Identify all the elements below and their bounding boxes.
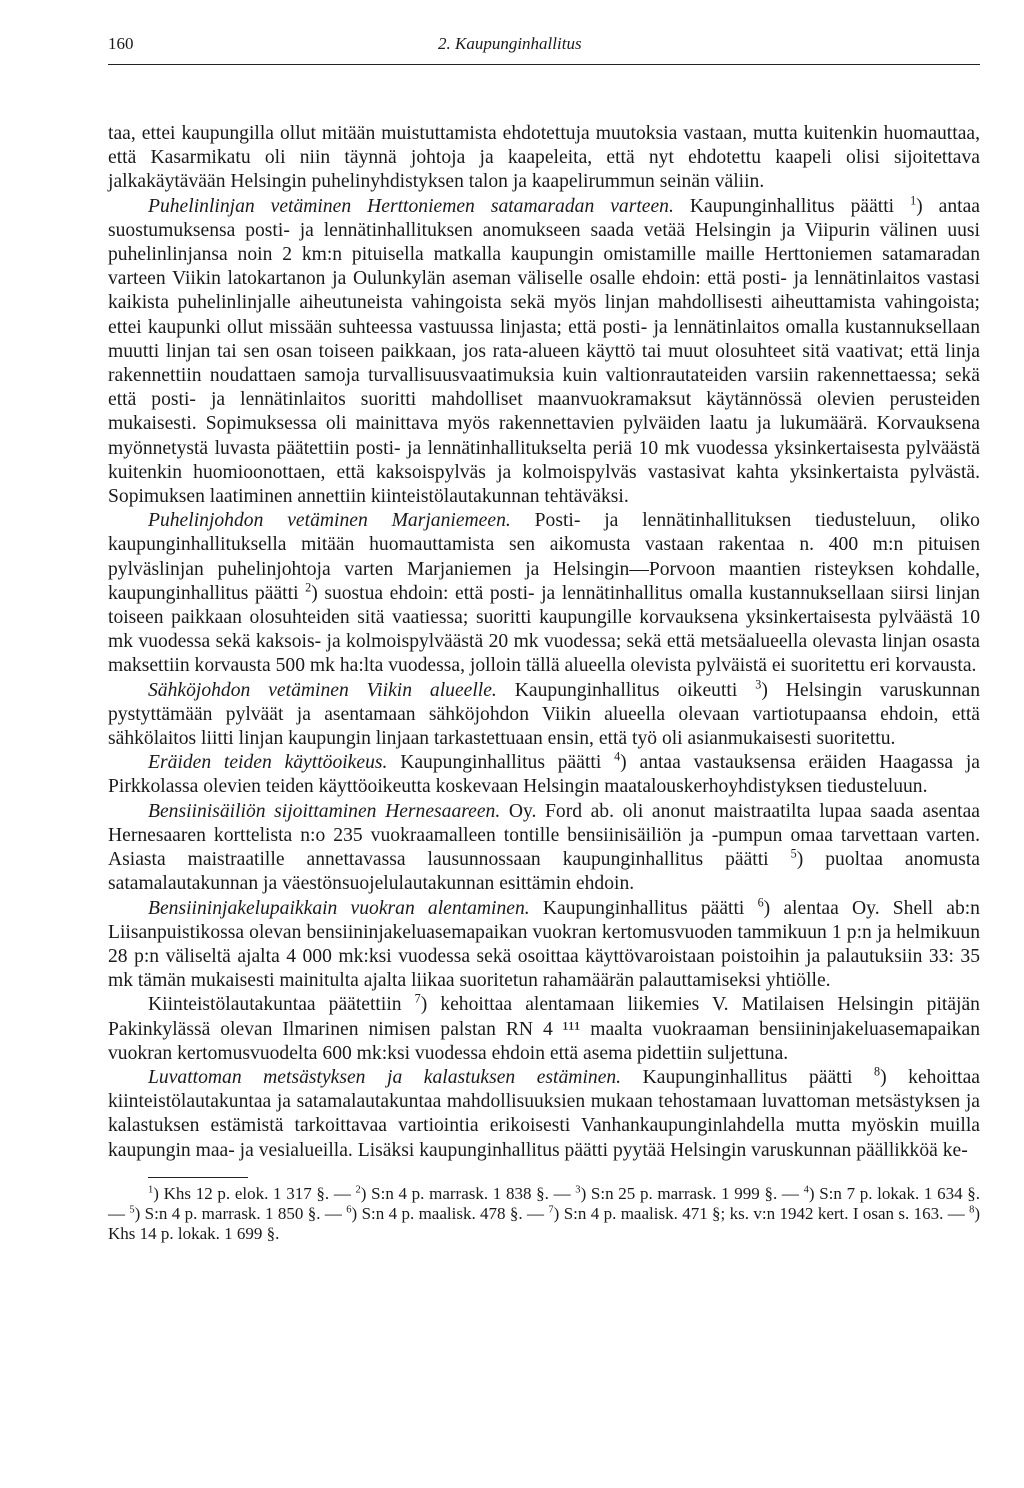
footnote-ref: 7 xyxy=(414,991,421,1006)
header-rule xyxy=(108,64,980,65)
section-heading: Eräiden teiden käyttöoikeus. xyxy=(148,752,388,774)
paragraph-text: Posti- ja lennätinhallituksen tiedusteluun, oliko kaupunginhallituksella mitään huomauttamista sen aikomusta vastaan rakentaa n. 400 m:n pituisen pylväslinjan puhelinjohtoja varten Marjaniemen ja Helsingin—Porvoon maantien risteyksen kohdalle, kaupunginhallitus päätti xyxy=(108,510,980,604)
paragraph-text: taa, ettei kaupungilla ollut mitään muistuttamista ehdotettuja muutoksia vastaan, mutta kuitenkin huomauttaa, että Kasarmikatu oli niin täynnä johtoja ja kaapeleita, että nyt ehdotettu kaapeli olisi sijoitettava jalkakäytävään Helsingin puhelinyhdistyksen talon ja kaapelirummun seinän väliin. xyxy=(108,123,980,193)
footnote-text: S:n 4 p. maalisk. 478 §. — xyxy=(361,1203,545,1223)
footnote-number: 2 xyxy=(355,1184,361,1196)
footnote-text: S:n 7 p. lokak. 1 634 §. — xyxy=(108,1183,981,1223)
footnote-text: S:n 4 p. marrask. 1 838 §. — xyxy=(371,1183,571,1203)
paragraph-text-cont: kehoittaa kiinteistölautakuntaa ja satamalautakuntaa mahdollisuuksien mukaan tehostamaan luvattoman metsästyksen ja kalastuksen estämistä tarkoittavaa vartiointia erikoisesti Vanhankaupunginlahdella mutta myöskin muilla kaupungin maa- ja vesialueilla. Lisäksi kaupunginhallitus päätti pyytää Helsingin varuskunnan päällikköä ke- xyxy=(108,1066,980,1161)
section-heading: Sähköjohdon vetäminen Viikin alueelle. xyxy=(148,679,497,701)
section-heading: Bensiininjakelupaikkain vuokran alentaminen. xyxy=(148,897,530,919)
paragraph-text-cont: suostua ehdoin: että posti- ja lennätinhallitus omalla kustannuksellaan siirsi linjan toiseen paikkaan olosuhteiden sitä vaatiessa; suoritti kaupungille korvauksena yksinkertaisesta pylväästä 10 mk vuodessa sekä kaksois- ja kolmoispylväästä 20 mk vuodessa; sekä että metsäalueella olevasta linjan osasta maksettiin korvausta 500 mk ha:lta vuodessa, jolloin tällä alueella olevista pylväistä ei suoritettu eri korvausta. xyxy=(108,582,980,677)
paragraph: Puhelinlinjan vetäminen Herttoniemen satamaradan varteen. Kaupunginhallitus päätti $^1$) antaa suostumuksensa posti- ja lennätinhallituksen anomukseen saada vetää Helsingin ja Viipurin välinen uusi puhelinlinjansa noin 2 km:n pituisella matkalla kaupungin omistamille maille Herttoniemen satamaradan varteen Viikin latokartanon ja Oulunkylän aseman väliselle osalle ehdoin: että posti- ja lennätinlaitos vastasi kaikista puhelinlinjalle aiheutuneista vahingoista sekä myös linjan mahdollisesti aiheuttamista vahingoista; ettei kaupunki ollut missään suhteessa vastuussa linjasta; että posti- ja lennätinlaitos omalla kustannuksellaan muutti linjan tai sen osan toiseen paikkaan, jos rata-alueen käyttö tai muut olosuhteet sitä vaativat; että linja rakennettiin noudattaen samoja turvallisuusvaatimuksia kuin valtionrautateiden varsiin rakennettaessa; sekä että posti- ja lennätinlaitos suoritti mahdolliset maanvuokramaksut käytännössä olevien perusteiden mukaisesti. Sopimuksessa oli mainittava myös rakennettavien pylväiden laatu ja lukumäärä. Korvauksena myönnetystä luvasta päätettiin posti- ja lennätinhallitukselta periä 10 mk vuodessa yksinkertaisesta pylväästä kuitenkin huomioonottaen, että kaksoispylväs ja kolmoispylväs vastasivat kahta yksinkertaista pylvästä. Sopimuksen laatiminen annettiin kiinteistölautakunnan tehtäväksi. xyxy=(108,193,980,508)
paragraph xyxy=(108,122,980,195)
section-heading: Luvattoman metsästyksen ja kalastuksen estäminen. xyxy=(148,1066,622,1088)
footnote-text: Khs 12 p. elok. 1 317 §. — xyxy=(163,1183,351,1203)
footnote-ref: 8 xyxy=(874,1064,881,1079)
footnote-ref: 1 xyxy=(910,193,917,208)
paragraph-text: Kaupunginhallitus päätti xyxy=(400,752,602,774)
footnote-number: 7 xyxy=(548,1204,554,1216)
footnotes xyxy=(108,1184,980,1244)
document-page xyxy=(108,34,980,1244)
footnote-number: 1 xyxy=(148,1184,154,1196)
paragraph-text-cont: antaa vastauksensa eräiden Haagassa ja Pirkkolassa olevien teiden käyttöoikeutta koskevaan Helsingin maatalouskerhoyhdistyksen tiedusteluun. xyxy=(108,752,981,798)
paragraph-text: Oy. Ford ab. oli anonut maistraatilta lupaa saada asentaa Hernesaaren korttelista n:o 235 vuokraamalleen tontille bensiinisäiliön ja -pumpun omaa tarvettaan varten. Asiasta maistraatille annettavassa lausunnossaan kaupunginhallitus päätti xyxy=(108,800,980,871)
paragraph-text-cont: kehoittaa alentamaan liikemies V. Matilaisen Helsingin pitäjän Pakinkylässä olevan Ilmarinen nimisen palstan RN 4 ¹¹¹ maalta vuokraaman bensiininjakeluasemapaikan vuokran kertomusvuodelta 600 mk:ksi vuodessa ehdoin että asema pidettiin suljettuna. xyxy=(108,994,980,1064)
footnote-ref: 5 xyxy=(790,846,797,861)
paragraph: Bensiininjakelupaikkain vuokran alentaminen. Kaupunginhallitus päätti $^6$) alentaa Oy. Shell ab:n Liisanpuistikossa olevan bensiininjakeluasemapaikan vuokran kertomusvuoden tammikuun 1 p:n ja helmikuun 28 p:n väliseltä ajalta 4 000 mk:ksi vuodessa sekä osoittaa käyttövaroistaan poistoihin ja palautuksiin 33: 35 mk tämän mukaisesti mainitulta ajalta liikaa suoritetun rahamäärän palauttamiseksi yhtiölle. xyxy=(108,894,980,992)
footnote-block: $^1$) Khs 12 p. elok. 1 317 §. — $^2$) S:n 4 p. marrask. 1 838 §. — $^3$) S:n 25 p. marrask. 1 999 §. — $^4$) S:n 7 p. lokak. 1 634 §. — $^5$) S:n 4 p. marrask. 1 850 §. — $^6$) S:n 4 p. maalisk. 478 §. — $^7$) S:n 4 p. maalisk. 471 §; ks. v:n 1942 kert. I osan s. 163. — $^8$) Khs 14 p. lokak. 1 699 §. xyxy=(108,1183,981,1243)
running-title: 2. Kaupunginhallitus xyxy=(438,34,582,53)
footnote-number: 3 xyxy=(575,1184,581,1196)
body-text xyxy=(108,122,980,1163)
paragraph: Kiinteistölautakuntaa päätettiin $^7$) kehoittaa alentamaan liikemies V. Matilaisen Helsingin pitäjän Pakinkylässä olevan Ilmarinen nimisen palstan RN 4 ¹¹¹ maalta vuokraaman bensiininjakeluasemapaikan vuokran kertomusvuodelta 600 mk:ksi vuodessa ehdoin että asema pidettiin suljettuna. xyxy=(108,991,980,1064)
footnote-text: S:n 25 p. marrask. 1 999 §. — xyxy=(590,1183,799,1203)
footnote-number: 4 xyxy=(803,1184,809,1196)
footnote-rule xyxy=(148,1177,248,1178)
footnote-ref: 3 xyxy=(755,677,762,692)
paragraph-text: Kiinteistölautakuntaa päätettiin xyxy=(148,994,402,1016)
paragraph: Sähköjohdon vetäminen Viikin alueelle. Kaupunginhallitus oikeutti $^3$) Helsingin varuskunnan pystyttämään pylväät ja asentamaan sähköjohdon Viikin alueella olevaan vartiotupaansa ehdoin, että sähkölaitos liitti linjan kaupungin linjaan tarkastettuaan ensin, että työ oli asianmukaisesti suoritettu. xyxy=(108,677,980,750)
paragraph-text-cont: Helsingin varuskunnan pystyttämään pylväät ja asentamaan sähköjohdon Viikin alueella olevaan vartiotupaansa ehdoin, että sähkölaitos liitti linjan kaupungin linjaan tarkastettuaan ensin, että työ oli asianmukaisesti suoritettu. xyxy=(108,679,980,750)
footnote-ref: 2 xyxy=(305,580,312,595)
paragraph-text: Kaupunginhallitus päätti xyxy=(689,195,895,217)
paragraph-text: Kaupunginhallitus oikeutti xyxy=(514,679,738,701)
section-heading: Bensiinisäiliön sijoittaminen Hernesaareen. xyxy=(148,800,501,822)
paragraph-text: Kaupunginhallitus päätti xyxy=(542,897,745,919)
footnote-number: 6 xyxy=(346,1204,352,1216)
footnote-number: 5 xyxy=(129,1204,135,1216)
footnote-ref: 4 xyxy=(614,749,621,764)
footnote-text: S:n 4 p. marrask. 1 850 §. — xyxy=(144,1203,342,1223)
section-heading: Puhelinlinjan vetäminen Herttoniemen satamaradan varteen. xyxy=(148,195,674,217)
footnote-text: S:n 4 p. maalisk. 471 §; ks. v:n 1942 kert. I osan s. 163. — xyxy=(563,1203,965,1223)
paragraph: Luvattoman metsästyksen ja kalastuksen estäminen. Kaupunginhallitus päätti $^8$) kehoittaa kiinteistölautakuntaa ja satamalautakuntaa mahdollisuuksien mukaan tehostamaan luvattoman metsästyksen ja kalastuksen estämistä tarkoittavaa vartiointia erikoisesti Vanhankaupunginlahdella mutta myöskin muilla kaupungin maa- ja vesialueilla. Lisäksi kaupunginhallitus päätti pyytää Helsingin varuskunnan päällikköä ke- xyxy=(108,1064,980,1161)
paragraph-text-cont: puoltaa anomusta satamalautakunnan ja väestönsuojelulautakunnan esittämin ehdoin. xyxy=(108,849,980,895)
paragraph: Eräiden teiden käyttöoikeus. Kaupunginhallitus päätti $^4$) antaa vastauksensa eräiden Haagassa ja Pirkkolassa olevien teiden käyttöoikeutta koskevaan Helsingin maatalouskerhoyhdistyksen tiedusteluun. xyxy=(108,749,981,798)
paragraph-text-cont: alentaa Oy. Shell ab:n Liisanpuistikossa olevan bensiininjakeluasemapaikan vuokran kertomusvuoden tammikuun 1 p:n ja helmikuun 28 p:n väliseltä ajalta 4 000 mk:ksi vuodessa sekä osoittaa käyttövaroistaan poistoihin ja palautuksiin 33: 35 mk tämän mukaisesti mainitulta ajalta liikaa suoritetun rahamäärän palauttamiseksi yhtiölle. xyxy=(108,897,980,992)
footnote-ref: 6 xyxy=(757,894,764,909)
paragraph-text: Kaupunginhallitus päätti xyxy=(642,1066,853,1088)
paragraph: Puhelinjohdon vetäminen Marjaniemeen. Posti- ja lennätinhallituksen tiedusteluun, oliko kaupunginhallituksella mitään huomauttamista sen aikomusta vastaan rakentaa n. 400 m:n pituisen pylväslinjan puhelinjohtoja varten Marjaniemen ja Helsingin—Porvoon maantien risteyksen kohdalle, kaupunginhallitus päätti $^2$) suostua ehdoin: että posti- ja lennätinhallitus omalla kustannuksellaan siirsi linjan toiseen paikkaan olosuhteiden sitä vaatiessa; suoritti kaupungille korvauksena yksinkertaisesta pylväästä 10 mk vuodessa sekä kaksois- ja kolmoispylväästä 20 mk vuodessa; sekä että metsäalueella olevasta linjan osasta maksettiin korvausta 500 mk ha:lta vuodessa, jolloin tällä alueella olevista pylväistä ei suoritettu eri korvausta. xyxy=(108,510,980,677)
page-number: 160 xyxy=(108,34,134,53)
page-header xyxy=(108,34,980,62)
footnote-text: Khs 14 p. lokak. 1 699 §. xyxy=(108,1223,280,1243)
footnote-number: 8 xyxy=(969,1204,975,1216)
section-heading: Puhelinjohdon vetäminen Marjaniemeen. xyxy=(148,510,511,532)
paragraph-text-cont: antaa suostumuksensa posti- ja lennätinhallituksen anomukseen saada vetää Helsingin ja Viipurin välinen uusi puhelinlinjansa noin 2 km:n pituisella matkalla kaupungin omistamille maille Herttoniemen satamaradan varteen Viikin latokartanon ja Oulunkylän aseman väliselle osalle ehdoin: että posti- ja lennätinlaitos vastasi kaikista puhelinlinjalle aiheutuneista vahingoista sekä myös linjan mahdollisesti aiheuttamista vahingoista; ettei kaupunki ollut missään suhteessa vastuussa linjasta; että posti- ja lennätinlaitos omalla kustannuksellaan muutti linjan tai sen osan toiseen paikkaan, jos rata-alueen käyttö tai muut olosuhteet sitä vaativat; että linja rakennettiin noudattaen samoja turvallisuusvaatimuksia kuin valtionrautateiden varsiin rakennettaessa; sekä että posti- ja lennätinlaitos suoritti mahdolliset maanvuokramaksut käytännössä olevien perusteiden mukaisesti. Sopimuksessa oli mainittava myös rakennettavien pylväiden laatu ja lukumäärä. Korvauksena myönnetystä luvasta päätettiin posti- ja lennätinhallitukselta periä 10 mk vuodessa yksinkertaisesta pylväästä kuitenkin huomioonottaen, että kaksoispylväs ja kolmoispylväs vastasivat kahta yksinkertaista pylvästä. Sopimuksen laatiminen annettiin kiinteistölautakunnan tehtäväksi. xyxy=(108,195,980,508)
paragraph: Bensiinisäiliön sijoittaminen Hernesaareen. Oy. Ford ab. oli anonut maistraatilta lupaa saada asentaa Hernesaaren korttelista n:o 235 vuokraamalleen tontille bensiinisäiliön ja -pumpun omaa tarvettaan varten. Asiasta maistraatille annettavassa lausunnossaan kaupunginhallitus päätti $^5$) puoltaa anomusta satamalautakunnan ja väestönsuojelulautakunnan esittämin ehdoin. xyxy=(108,800,980,895)
